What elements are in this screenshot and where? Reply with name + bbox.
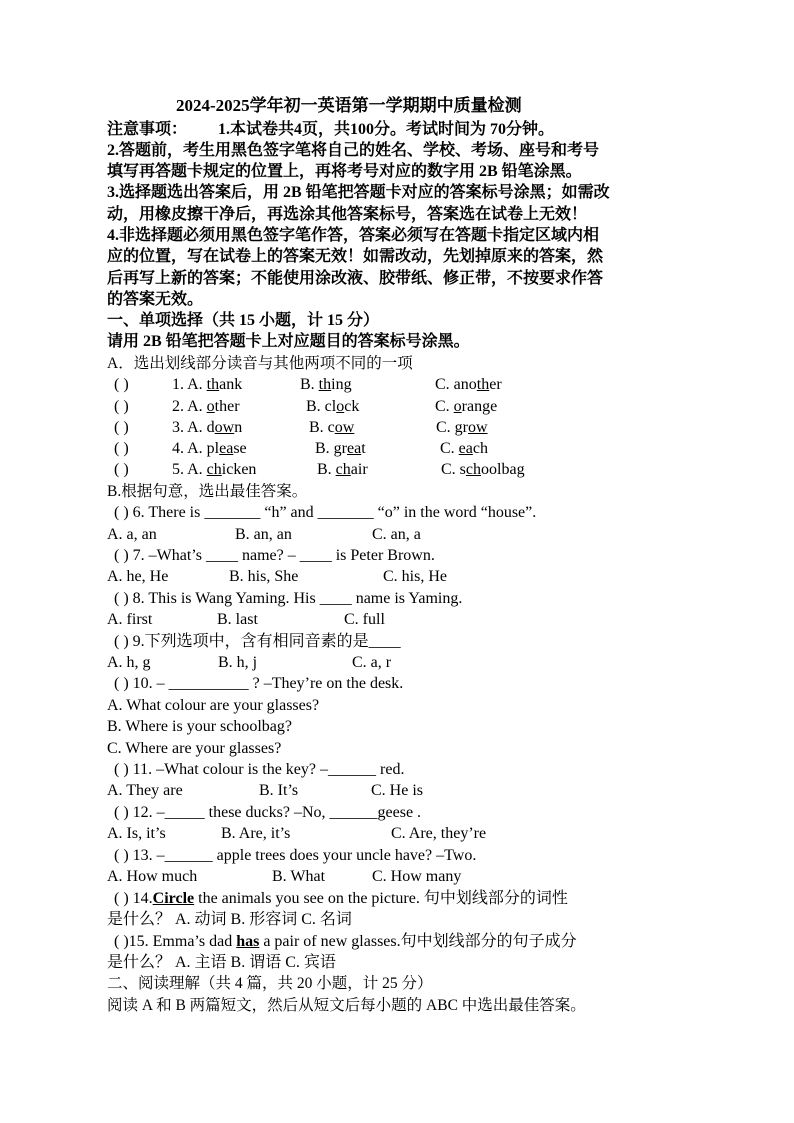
question-12-option-a[interactable]: A. Is, it’s <box>107 825 166 842</box>
question-9-stem: ( ) 9.下列选项中，含有相同音素的是____ <box>114 633 401 650</box>
question-10-option-c[interactable]: C. Where are your glasses? <box>107 740 282 757</box>
question-12-stem: ( ) 12. –_____ these ducks? –No, ______geese . <box>114 804 422 821</box>
question-13-option-c[interactable]: C. How many <box>372 868 462 885</box>
option-a: 3. A. down <box>172 419 243 436</box>
option-b: B. cow <box>309 419 355 436</box>
question-7-option-c[interactable]: C. his, He <box>383 568 447 585</box>
question-12-option-c[interactable]: C. Are, they’re <box>391 825 487 842</box>
question-15-options[interactable]: 是什么？ A. 主语 B. 谓语 C. 宾语 <box>107 954 336 971</box>
answer-bracket[interactable]: ( ) <box>114 398 129 415</box>
question-13-option-b[interactable]: B. What <box>272 868 326 885</box>
option-a: 1. A. thank <box>172 376 243 393</box>
section-2-instruction: 阅读 A 和 B 两篇短文，然后从短文后每小题的 ABC 中选出最佳答案。 <box>107 997 586 1014</box>
question-12-option-b[interactable]: B. Are, it’s <box>221 825 291 842</box>
note-2-line-2: 填写再答题卡规定的位置上，再将考号对应的数字用 2B 铅笔涂黑。 <box>107 163 582 180</box>
option-a: 2. A. other <box>172 398 240 415</box>
option-b: B. clock <box>306 398 360 415</box>
question-10-option-a[interactable]: A. What colour are your glasses? <box>107 697 320 714</box>
question-9-option-b[interactable]: B. h, j <box>218 654 258 671</box>
answer-bracket[interactable]: ( ) <box>114 376 129 393</box>
option-c: C. orange <box>435 398 498 415</box>
question-13-stem: ( ) 13. –______ apple trees does your uncle have? –Two. <box>114 847 477 864</box>
part-b-heading: B.根据句意，选出最佳答案。 <box>107 483 308 500</box>
question-14-options[interactable]: 是什么？ A. 动词 B. 形容词 C. 名词 <box>107 911 352 928</box>
note-2-line-1: 2.答题前，考生用黑色签字笔将自己的姓名、学校、考场、座号和考号 <box>107 142 600 159</box>
option-c: C. each <box>440 440 488 457</box>
answer-bracket[interactable]: ( ) <box>114 461 129 478</box>
question-6-option-b[interactable]: B. an, an <box>235 526 292 543</box>
note-3-line-2: 动，用橡皮擦干净后，再选涂其他答案标号，答案选在试卷上无效！ <box>107 206 588 223</box>
option-a: 4. A. please <box>172 440 247 457</box>
question-11-option-c[interactable]: C. He is <box>371 782 423 799</box>
option-b: B. thing <box>300 376 352 393</box>
note-3-line-1: 3.选择题选出答案后，用 2B 铅笔把答题卡对应的答案标号涂黑；如需改 <box>107 184 610 201</box>
question-11-option-a[interactable]: A. They are <box>107 782 183 799</box>
question-9-option-a[interactable]: A. h, g <box>107 654 151 671</box>
option-c: C. schoolbag <box>441 461 525 478</box>
note-4-line-3: 后再写上新的答案；不能使用涂改液、胶带纸、修正带，不按要求作答 <box>107 270 604 287</box>
question-14-stem: ( ) 14.Circle the animals you see on the picture. 句中划线部分的词性 <box>114 890 568 907</box>
section-1-instruction: 请用 2B 铅笔把答题卡上对应题目的答案标号涂黑。 <box>107 333 470 350</box>
part-a-heading: A．选出划线部分读音与其他两项不同的一项 <box>107 355 413 372</box>
question-11-stem: ( ) 11. –What colour is the key? –______ red. <box>114 761 405 778</box>
option-c: C. grow <box>436 419 488 436</box>
question-7-stem: ( ) 7. –What’s ____ name? – ____ is Peter Brown. <box>114 547 435 564</box>
question-7-option-b[interactable]: B. his, She <box>229 568 299 585</box>
note-1: 1.本试卷共4页，共100分。考试时间为 70分钟。 <box>218 121 555 138</box>
question-6-option-a[interactable]: A. a, an <box>107 526 157 543</box>
exam-title: 2024-2025学年初一英语第一学期期中质量检测 <box>176 96 522 115</box>
question-10-option-b[interactable]: B. Where is your schoolbag? <box>107 718 292 735</box>
question-8-stem: ( ) 8. This is Wang Yaming. His ____ name is Yaming. <box>114 590 463 607</box>
option-b: B. great <box>315 440 366 457</box>
option-b: B. chair <box>317 461 368 478</box>
section-2-heading: 二、阅读理解（共 4 篇，共 20 小题，计 25 分） <box>107 975 433 992</box>
question-8-option-c[interactable]: C. full <box>344 611 385 628</box>
question-6-stem: ( ) 6. There is _______ “h” and _______ “o” in the word “house”. <box>114 504 537 521</box>
question-7-option-a[interactable]: A. he, He <box>107 568 169 585</box>
note-4-line-4: 的答案无效。 <box>107 291 204 308</box>
question-8-option-b[interactable]: B. last <box>217 611 258 628</box>
section-1-heading: 一、单项选择（共 15 小题，计 15 分） <box>107 312 380 329</box>
option-a: 5. A. chicken <box>172 461 257 478</box>
note-4-line-1: 4.非选择题必须用黑色签字笔作答，答案必须写在答题卡指定区域内相 <box>107 227 600 244</box>
answer-bracket[interactable]: ( ) <box>114 440 129 457</box>
question-15-stem: ( )15. Emma’s dad has a pair of new glasses.句中划线部分的句子成分 <box>114 933 577 950</box>
question-8-option-a[interactable]: A. first <box>107 611 153 628</box>
note-4-line-2: 应的位置，写在试卷上的答案无效！如需改动，先划掉原来的答案，然 <box>107 248 604 265</box>
question-13-option-a[interactable]: A. How much <box>107 868 198 885</box>
notes-label: 注意事项： <box>107 121 188 138</box>
option-c: C. another <box>435 376 502 393</box>
question-9-option-c[interactable]: C. a, r <box>352 654 392 671</box>
question-6-option-c[interactable]: C. an, a <box>372 526 421 543</box>
answer-bracket[interactable]: ( ) <box>114 419 129 436</box>
question-11-option-b[interactable]: B. It’s <box>259 782 299 799</box>
question-10-stem: ( ) 10. – __________ ? –They’re on the desk. <box>114 675 404 692</box>
